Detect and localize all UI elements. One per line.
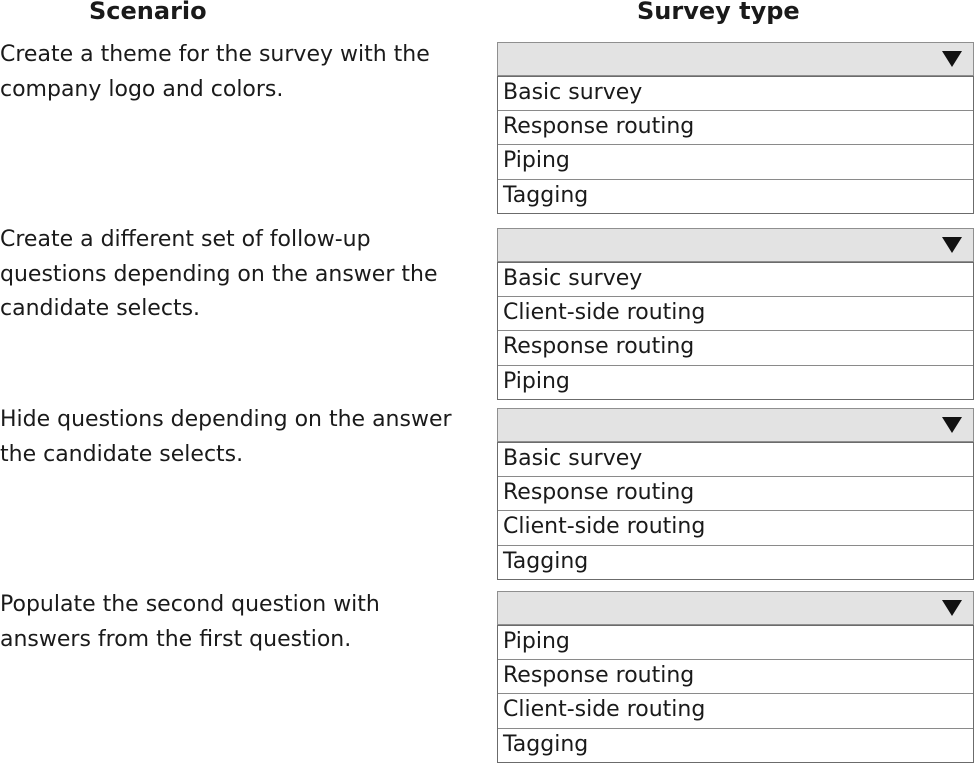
dropdown-option[interactable]: Piping [498,144,973,178]
survey-type-dropdown-2[interactable] [497,228,974,400]
dropdown-option[interactable]: Client-side routing [498,296,973,330]
dropdown-option[interactable]: Response routing [498,476,973,510]
triangle-down-icon[interactable] [931,43,973,75]
dropdown-option[interactable]: Response routing [498,659,973,693]
survey-type-dropdown-3[interactable] [497,408,974,580]
dropdown-option[interactable]: Response routing [498,110,973,144]
dropdown-option[interactable]: Client-side routing [498,510,973,544]
triangle-down-icon[interactable] [931,409,973,441]
dropdown-options-1 [497,76,974,214]
dropdown-option[interactable]: Piping [498,625,973,659]
dropdown-option[interactable]: Basic survey [498,262,973,296]
dropdown-option[interactable]: Basic survey [498,442,973,476]
dropdown-option[interactable]: Client-side routing [498,693,973,727]
dropdown-header-3[interactable] [497,408,974,442]
survey-type-dropdown-1[interactable] [497,42,974,214]
dropdown-option[interactable]: Tagging [498,728,973,762]
scenario-text-4: Populate the second question with answers from the first question. [0,592,380,652]
dropdown-options-2 [497,262,974,400]
col-header-scenario: Scenario [89,0,207,25]
scenario-text-2: Create a different set of follow-up questions depending on the answer the candidate selects. [0,227,438,321]
dropdown-header-4[interactable] [497,591,974,625]
dropdown-header-2[interactable] [497,228,974,262]
survey-type-dropdown-4[interactable] [497,591,974,763]
dropdown-options-3 [497,442,974,580]
dropdown-option[interactable]: Basic survey [498,76,973,110]
triangle-down-icon[interactable] [931,592,973,624]
dropdown-option[interactable]: Piping [498,365,973,399]
dropdown-header-1[interactable] [497,42,974,76]
dropdown-option[interactable]: Tagging [498,545,973,579]
scenario-text-1: Create a theme for the survey with the company logo and colors. [0,42,430,102]
dropdown-option[interactable]: Tagging [498,179,973,213]
dropdown-option[interactable]: Response routing [498,330,973,364]
triangle-down-icon[interactable] [931,229,973,261]
col-header-survey-type: Survey type [637,0,800,25]
scenario-text-3: Hide questions depending on the answer the candidate selects. [0,407,452,467]
dropdown-options-4 [497,625,974,763]
